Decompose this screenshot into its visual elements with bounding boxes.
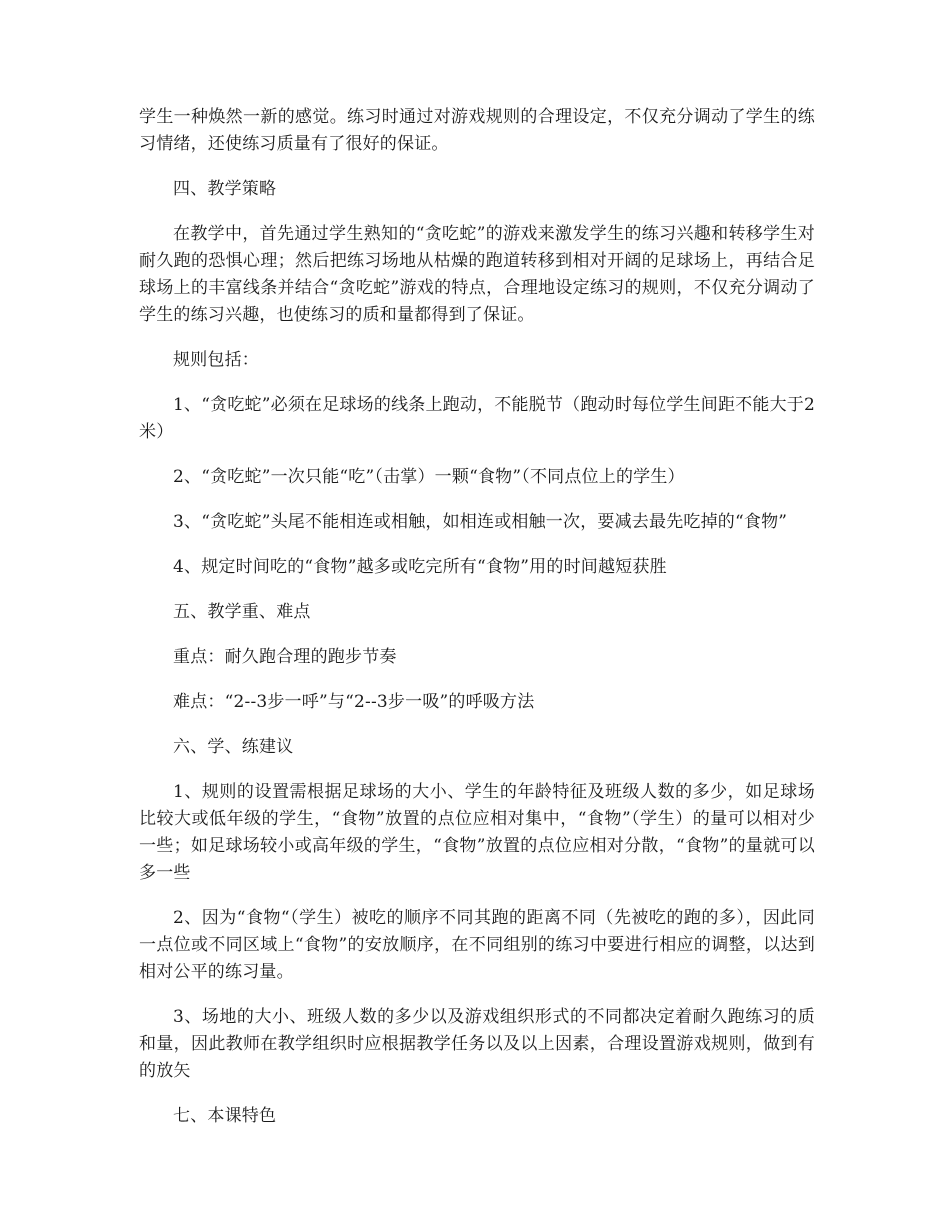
- suggestion-2: 2、因为“食物“（学生）被吃的顺序不同其跑的距离不同（先被吃的跑的多），因此同一点位或不同区域上“食物”的安放顺序，在不同组别的练习中要进行相应的调整，以达到相对公平的练习量。: [139, 908, 815, 982]
- key-point: 重点：耐久跑合理的跑步节奏: [173, 647, 397, 667]
- rule-1: 1、“贪吃蛇”必须在足球场的线条上跑动，不能脱节（跑动时每位学生间距不能大于2米）: [139, 395, 815, 442]
- heading-features: 七、本课特色: [173, 1106, 277, 1126]
- rules-intro: 规则包括：: [173, 350, 259, 370]
- paragraph-continuation: 学生一种焕然一新的感觉。练习时通过对游戏规则的合理设定，不仅充分调动了学生的练习情绪，还使练习质量有了很好的保证。: [139, 107, 815, 154]
- heading-teaching-strategy: 四、教学策略: [173, 179, 277, 199]
- heading-key-points: 五、教学重、难点: [173, 602, 311, 622]
- heading-suggestions: 六、学、练建议: [173, 737, 294, 757]
- paragraph-strategy: 在教学中，首先通过学生熟知的“贪吃蛇”的游戏来激发学生的练习兴趣和转移学生对耐久跑的恐惧心理；然后把练习场地从枯燥的跑道转移到相对开阔的足球场上，再结合足球场上的丰富线条并结合“贪吃蛇”游戏的特点，合理地设定练习的规则，不仅充分调动了学生的练习兴趣，也使练习的质和量都得到了保证。: [139, 224, 815, 325]
- rule-3: 3、“贪吃蛇”头尾不能相连或相触，如相连或相触一次，要减去最先吃掉的“食物”: [173, 512, 788, 532]
- suggestion-1: 1、规则的设置需根据足球场的大小、学生的年龄特征及班级人数的多少，如足球场比较大或低年级的学生，“食物”放置的点位应相对集中，“食物”（学生）的量可以相对少一些；如足球场较小或高年级的学生，“食物”放置的点位应相对分散，“食物”的量就可以多一些: [139, 782, 815, 883]
- rule-4: 4、规定时间吃的“食物”越多或吃完所有“食物”用的时间越短获胜: [173, 557, 667, 577]
- difficult-point: 难点：“2--3步一呼”与“2--3步一吸”的呼吸方法: [173, 692, 535, 712]
- document-page: [139, 104, 815, 1148]
- suggestion-3: 3、场地的大小、班级人数的多少以及游戏组织形式的不同都决定着耐久跑练习的质和量，因此教师在教学组织时应根据教学任务以及以上因素，合理设置游戏规则，做到有的放矢: [139, 1007, 815, 1081]
- rule-2: 2、“贪吃蛇”一次只能“吃”（击掌）一颗“食物”（不同点位上的学生）: [173, 467, 685, 487]
